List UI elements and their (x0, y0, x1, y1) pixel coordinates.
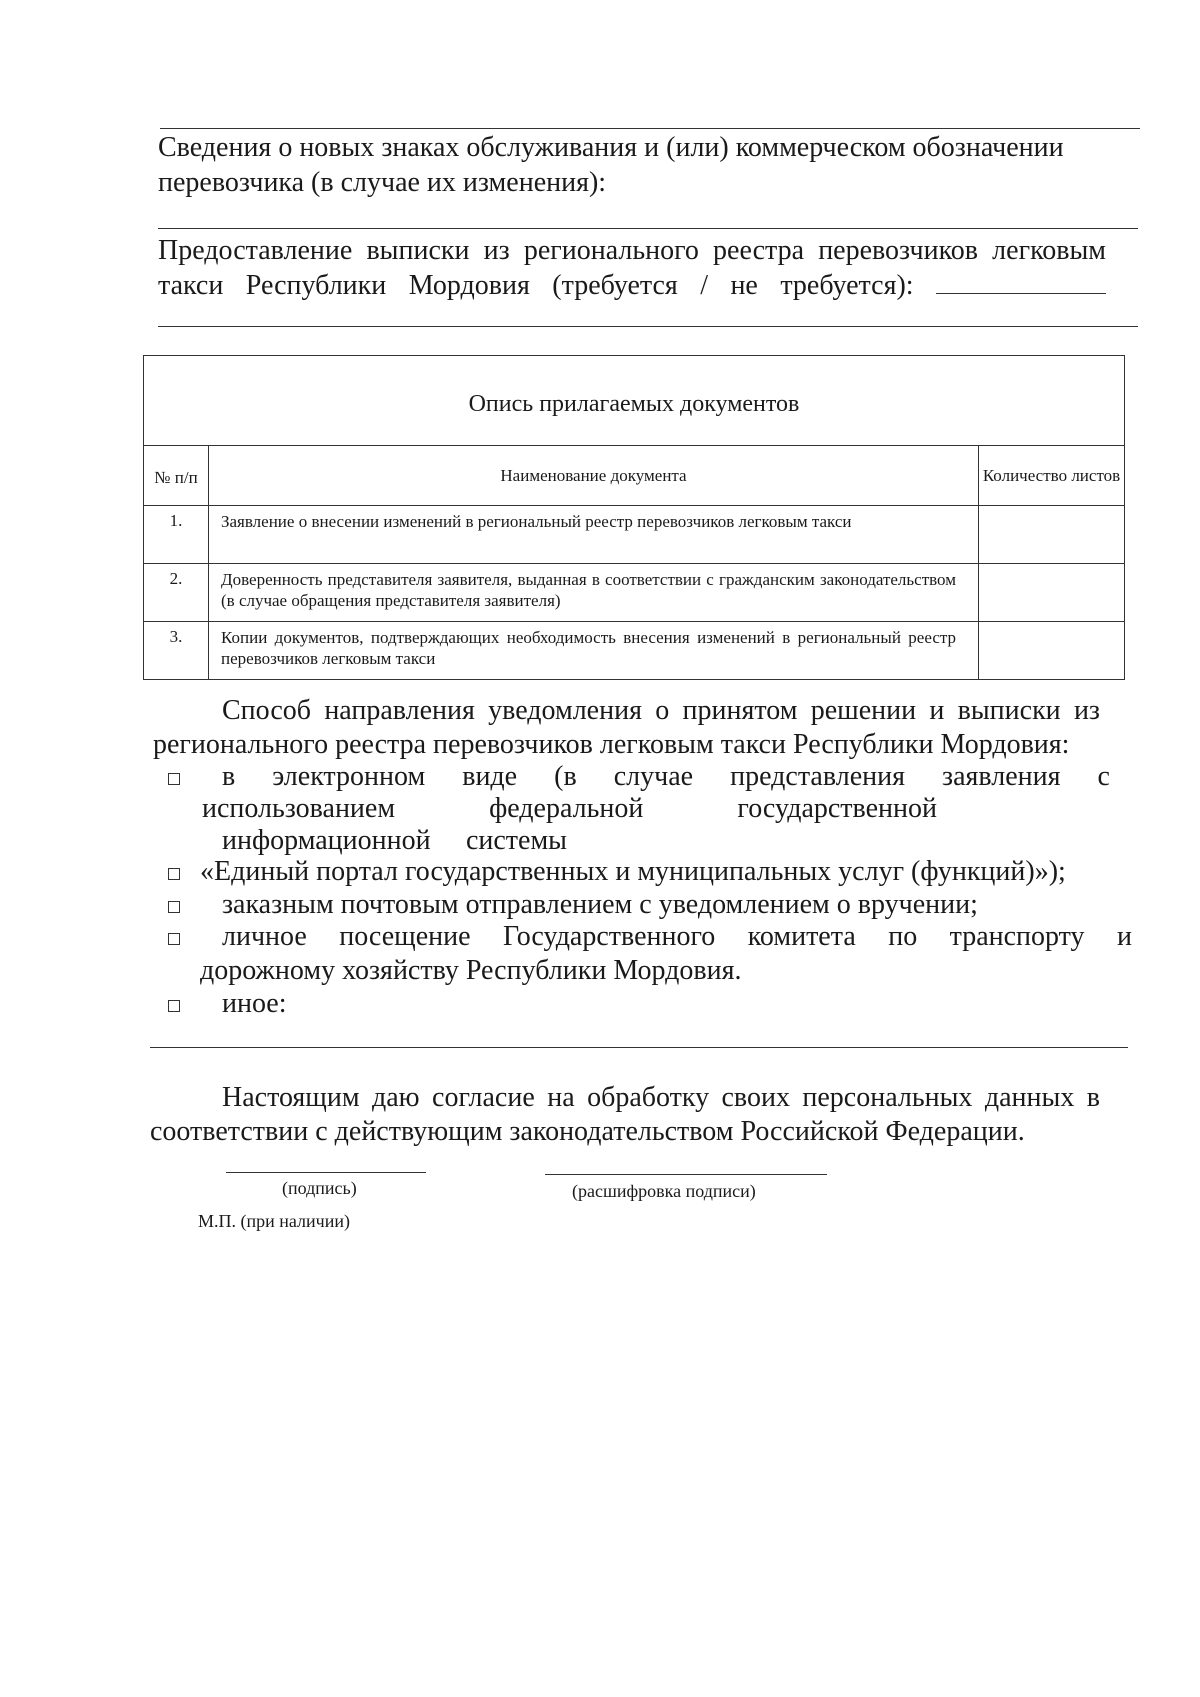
word: виде (462, 761, 518, 792)
row-document-name: Заявление о внесении изменений в региональный реестр перевозчиков легковым такси (209, 506, 979, 564)
notification-intro-text-2: регионального реестра перевозчиков легковым такси Республики Мордовия: (153, 729, 1070, 760)
row-document-name: Доверенность представителя заявителя, выданная в соответствии с гражданским законодательством (в случае обращения представителя заявителя) (209, 564, 979, 622)
table-row (144, 506, 1125, 564)
extract-section-label: Предоставление выписки из регионального реестра перевозчиков легковым такси Республики Мордовия (требуется / не требуется): (158, 235, 1106, 301)
extract-section-text (158, 233, 1106, 303)
row-sheet-count[interactable] (979, 622, 1125, 680)
word: и (1117, 921, 1132, 952)
column-header-name: Наименование документа (209, 446, 979, 506)
notification-intro-text-1: Способ направления уведомления о принятом решении и выписки из (222, 695, 1100, 726)
word: посещение (339, 921, 471, 952)
changes-section-text (158, 130, 1093, 200)
word: заявления (942, 761, 1061, 792)
option-electronic-line-2 (202, 793, 937, 825)
table-row (144, 564, 1125, 622)
option-portal-label: «Единый портал государственных и муниципальных услуг (функций)»); (200, 856, 1066, 887)
option-electronic-line-3 (222, 825, 567, 857)
word: системы (465, 825, 567, 856)
row-sheet-count[interactable] (979, 506, 1125, 564)
table-row (144, 622, 1125, 680)
word: случае (613, 761, 694, 792)
column-header-number: № п/п (144, 446, 209, 506)
word: электронном (272, 761, 426, 792)
option-other-label: иное: (222, 988, 287, 1019)
word: использованием (202, 793, 396, 824)
word: государственной (737, 793, 937, 824)
word: личное (222, 921, 307, 952)
seal-note: М.П. (при наличии) (198, 1211, 350, 1231)
option-electronic-checkbox[interactable] (168, 773, 180, 785)
option-personal-line-1 (222, 921, 1132, 953)
option-personal-line-2: дорожному хозяйству Республики Мордовия. (200, 955, 742, 986)
option-mail-label: заказным почтовым отправлением с уведомлением о вручении; (222, 889, 978, 920)
consent-line-1 (222, 1080, 1100, 1115)
option-electronic-line-1 (222, 761, 1110, 793)
changes-answer-line[interactable] (158, 228, 1138, 229)
signature-line[interactable] (226, 1172, 426, 1173)
notification-intro-line-2 (153, 727, 1113, 762)
option-other-checkbox[interactable] (168, 1000, 180, 1012)
changes-section-label: Сведения о новых знаках обслуживания и (или) коммерческом обозначении перевозчика (в случае их изменения): (158, 132, 1064, 198)
row-number: 1. (144, 506, 209, 564)
word: транспорту (949, 921, 1085, 952)
word: информационной (222, 825, 431, 856)
row-number: 3. (144, 622, 209, 680)
option-other-answer-line[interactable] (150, 1047, 1128, 1048)
word: (в (554, 761, 577, 792)
option-mail-checkbox[interactable] (168, 901, 180, 913)
top-rule (160, 128, 1140, 129)
word: представления (730, 761, 905, 792)
row-number: 2. (144, 564, 209, 622)
consent-line-2 (150, 1114, 1110, 1149)
word: Государственного (502, 921, 716, 952)
extract-answer-blank[interactable] (936, 269, 1106, 294)
word: в (222, 761, 236, 792)
option-portal-checkbox[interactable] (168, 868, 180, 880)
column-header-sheets: Количество листов (979, 446, 1125, 506)
word: федеральной (489, 793, 644, 824)
row-document-name: Копии документов, подтверждающих необходимость внесения изменений в региональный реестр перевозчиков легковым такси (209, 622, 979, 680)
row-sheet-count[interactable] (979, 564, 1125, 622)
notification-intro-line-1 (222, 693, 1100, 728)
consent-text-2: соответствии с действующим законодательством Российской Федерации. (150, 1116, 1025, 1147)
consent-text-1: Настоящим даю согласие на обработку своих персональных данных в (222, 1082, 1100, 1113)
signature-caption: (подпись) (282, 1178, 357, 1198)
documents-table (143, 355, 1125, 680)
word: с (1097, 761, 1110, 792)
option-personal-checkbox[interactable] (168, 933, 180, 945)
decryption-caption: (расшифровка подписи) (572, 1181, 756, 1201)
extract-answer-line[interactable] (158, 326, 1138, 327)
word: по (888, 921, 918, 952)
documents-table-caption: Опись прилагаемых документов (144, 356, 1125, 446)
word: комитета (747, 921, 856, 952)
decryption-line[interactable] (545, 1174, 827, 1175)
